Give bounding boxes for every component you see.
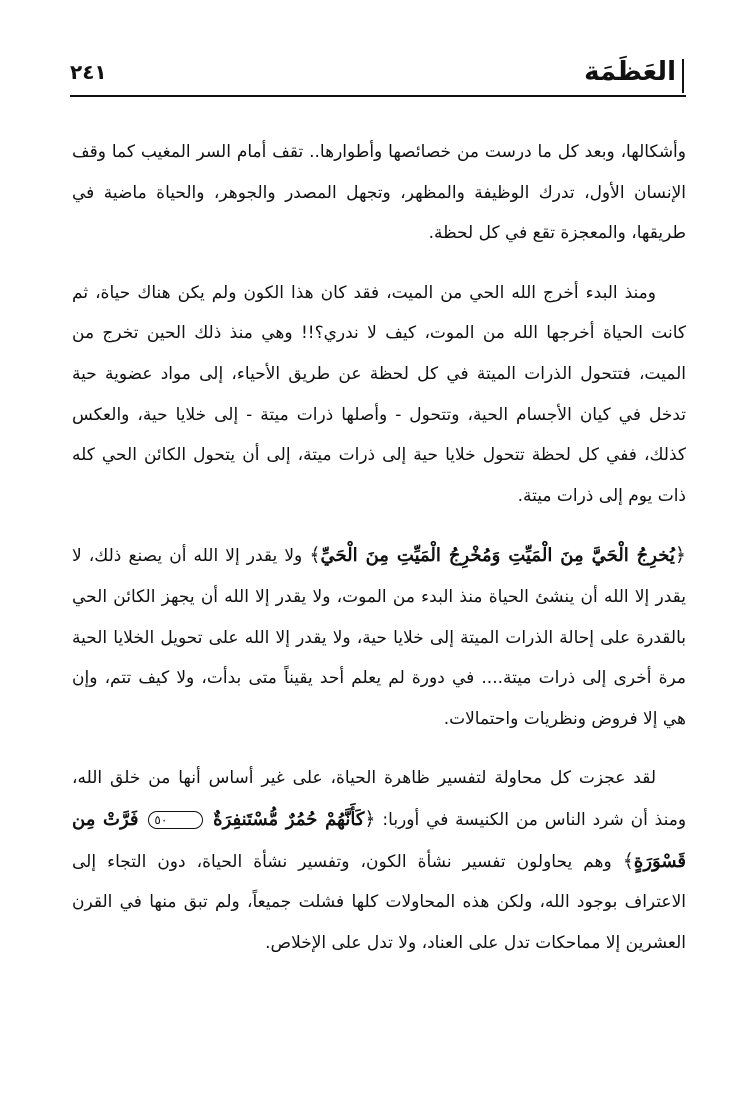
page-header <box>70 55 684 95</box>
paragraph-3 <box>72 535 686 739</box>
body-text <box>72 132 686 963</box>
quran-open-bracket: ﴿ <box>674 544 686 567</box>
paragraph-2 <box>72 273 686 517</box>
paragraph-1 <box>72 132 686 254</box>
ayah-number-marker: ٥٠ <box>148 811 203 829</box>
quran-verse: يُخرِجُ الْحَيَّ مِنَ الْمَيِّتِ وَمُخْرِجُ الْمَيِّتِ مِنَ الْحَيِّ <box>320 545 675 567</box>
paragraph-2-text: ومنذ البدء أخرج الله الحي من الميت، فقد كان هذا الكون ولم يكن هناك حياة، ثم كانت الحياة أخرجها الله من الموت، كيف لا ندري؟!! وهي منذ ذلك الحين تخرج من الميت، فتتحول الذرات الميتة في كل لحظة عن طريق الأحياء، إلى مواد عضوية حية تدخل في كيان الأجسام الحية، وتتحول - وأصلها ذرات ميتة - إلى خلايا حية، والعكس كذلك، ففي كل لحظة تتحول خلايا حية إلى ذرات ميتة، إلى أن يتحول الكائن الحي كله ذات يوم إلى ذرات ميتة. <box>72 282 686 506</box>
paragraph-4-text-after: وهم يحاولون تفسير نشأة الكون، وتفسير نشأة الحياة، دون التجاء إلى الاعتراف بوجود الله، ولكن هذه المحاولات كلها فشلت جميعاً، ولم تبق منها في القرن العشرين إلا مماحكات تدل على العناد، ولا تدل على الإخلاص. <box>72 851 686 953</box>
page-number: ٢٤١ <box>70 60 107 84</box>
header-vertical-bar <box>682 59 684 93</box>
paragraph-4 <box>72 758 686 963</box>
quran-open-bracket: ﴿ <box>364 807 376 830</box>
quran-close-bracket: ﴾ <box>622 849 634 872</box>
paragraph-3-text: ولا يقدر إلا الله أن يصنع ذلك، لا يقدر إلا الله أن ينشئ الحياة منذ البدء من الموت، ولا يقدر إلا الله أن يجهز الكائن الحي بالقدرة على إحالة الذرات الميتة إلى خلايا حية، ولا يقدر إلا الله على تحويل الخلايا الحية مرة أخرى إلى ذرات ميتة.... في دورة لم يعلم أحد يقيناً متى بدأت، ولا كيف تتم، وإن هي إلا فروض ونظريات واحتمالات. <box>72 546 686 729</box>
quran-verse: كَأَنَّهُمْ حُمُرٌ مُّسْتَنفِرَةٌ <box>213 808 365 830</box>
paragraph-1-text: وأشكالها، وبعد كل ما درست من خصائصها وأطوارها.. تقف أمام السر المغيب كما وقف الإنسان الأول، تدرك الوظيفة والمظهر، وتجهل المصدر والجوهر، والحياة ماضية في طريقها، والمعجزة تقع في كل لحظة. <box>72 142 686 244</box>
quran-verse-continuation: فَرَّتْ مِن قَسْوَرَةٍ <box>72 808 686 872</box>
header-rule <box>70 95 686 97</box>
quran-close-bracket: ﴾ <box>309 544 321 567</box>
paragraph-4-text-before: لقد عجزت كل محاولة لتفسير ظاهرة الحياة، على غير أساس أنها من خلق الله، ومنذ أن شرد الناس من الكنيسة في أوربا: <box>72 768 687 830</box>
chapter-title: العَظَمَة <box>584 57 676 87</box>
